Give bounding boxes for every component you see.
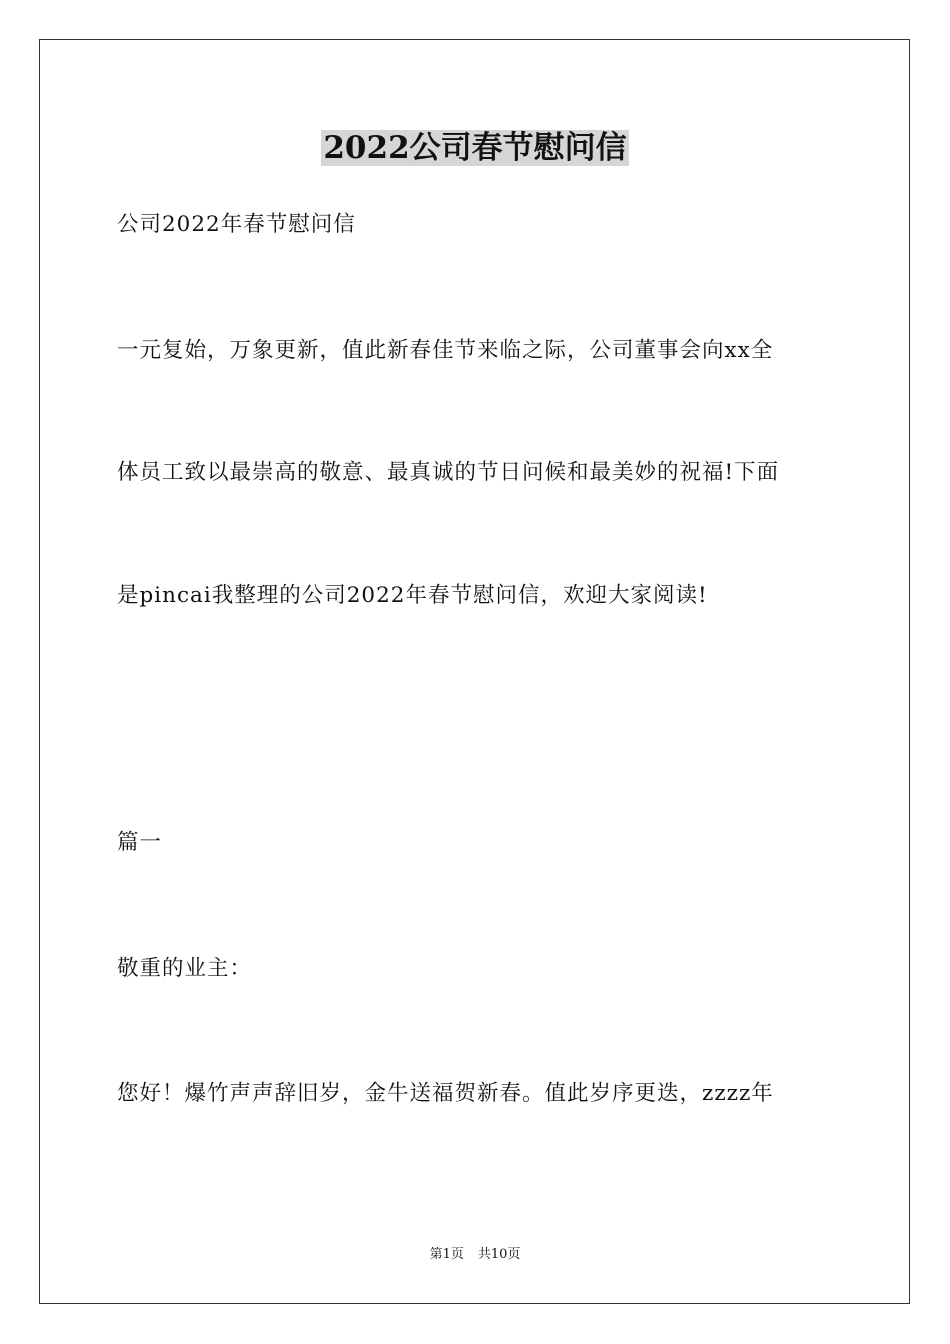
paragraph-line: 一元复始，万象更新，值此新春佳节来临之际，公司董事会向xx全 [117,338,774,363]
page-number-current: 第1页 [429,1247,464,1262]
page-footer [0,1246,950,1264]
section-heading: 篇一 [117,830,163,855]
document-title-text: 2022公司春节慰问信 [323,130,627,166]
paragraph-line: 是pincai我整理的公司2022年春节慰问信，欢迎大家阅读! [117,583,708,608]
paragraph-line: 体员工致以最崇高的敬意、最真诚的节日问候和最美妙的祝福!下面 [117,460,780,485]
document-title [0,126,950,170]
salutation-line: 敬重的业主： [117,956,253,981]
paragraph-line: 公司2022年春节慰问信 [117,212,356,237]
paragraph-line: 您好！爆竹声声辞旧岁，金牛送福贺新春。值此岁序更迭，zzzz年 [117,1081,774,1106]
page-number-total: 共10页 [477,1247,521,1262]
